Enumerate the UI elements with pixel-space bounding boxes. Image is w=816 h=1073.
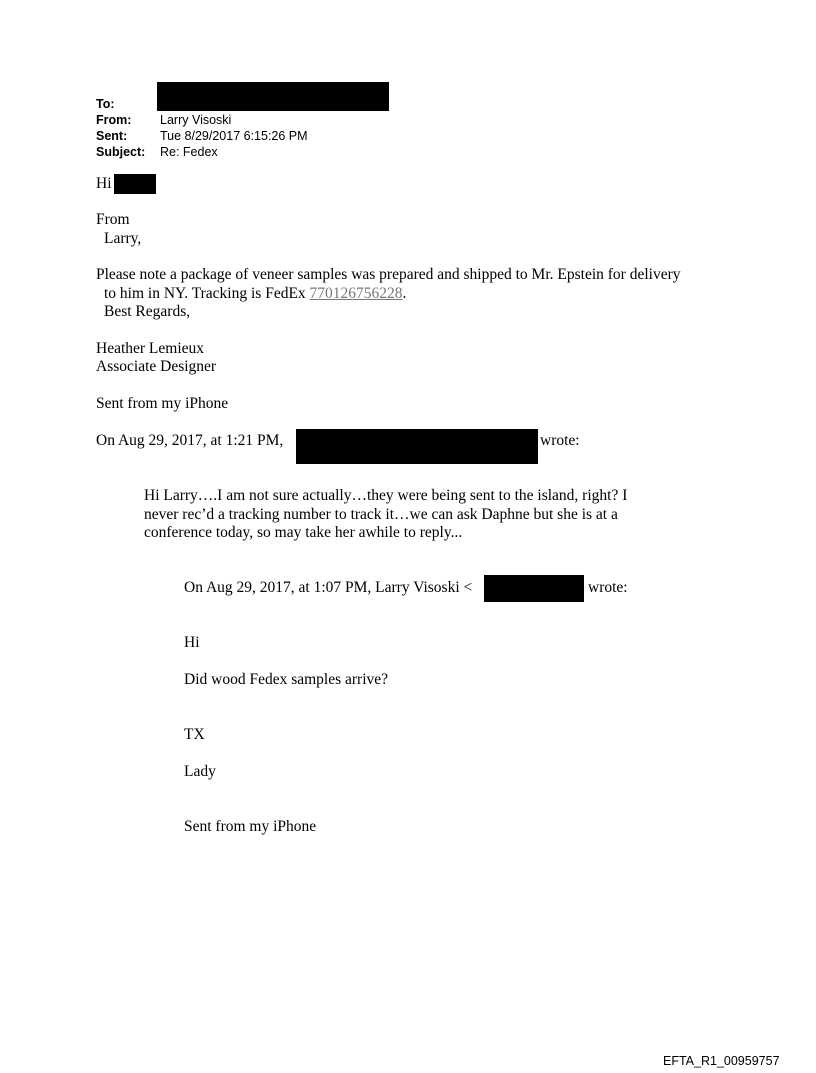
quote1-line-3: conference today, so may take her awhile to reply... — [144, 524, 463, 541]
subject-value: Re: Fedex — [160, 145, 218, 159]
greeting: Hi — [96, 175, 112, 192]
quote2-thanks: TX — [184, 726, 205, 743]
body-line-2-suffix: . — [402, 285, 407, 302]
quote2-signoff: Lady — [184, 763, 216, 780]
quote1-line-2: never rec’d a tracking number to track it…we can ask Daphne but she is at a — [144, 506, 618, 523]
from-name-line: Larry, — [104, 230, 142, 247]
redaction-greeting-name — [114, 174, 156, 194]
signature-title: Associate Designer — [96, 358, 217, 375]
sent-label: Sent: — [96, 129, 128, 143]
quote1-attribution-suffix: wrote: — [540, 432, 580, 449]
redaction-quote1-sender — [296, 429, 538, 464]
quote2-attribution-prefix: On Aug 29, 2017, at 1:07 PM, Larry Visoski < — [184, 579, 473, 596]
to-label: To: — [96, 97, 115, 111]
quote2-greeting: Hi — [184, 634, 200, 651]
quote1-attribution-prefix: On Aug 29, 2017, at 1:21 PM, — [96, 432, 284, 449]
quote2-attribution-suffix: wrote: — [588, 579, 628, 596]
body-line-2 — [104, 285, 406, 304]
closing: Best Regards, — [104, 303, 191, 320]
from-label: From: — [96, 113, 132, 127]
redaction-to — [157, 82, 389, 111]
subject-label: Subject: — [96, 145, 146, 159]
document-id: EFTA_R1_00959757 — [663, 1054, 780, 1068]
redaction-quote2-email — [484, 575, 584, 602]
from-line: From — [96, 211, 130, 228]
sent-from-device: Sent from my iPhone — [96, 395, 229, 412]
sent-value: Tue 8/29/2017 6:15:26 PM — [160, 129, 308, 143]
body-line-2-prefix: to him in NY. Tracking is FedEx — [104, 285, 310, 302]
body-line-1: Please note a package of veneer samples was prepared and shipped to Mr. Epstein for delivery — [96, 266, 681, 283]
tracking-link[interactable]: 770126756228 — [309, 285, 403, 302]
signature-name: Heather Lemieux — [96, 340, 205, 357]
quote2-sent-from-device: Sent from my iPhone — [184, 818, 317, 835]
from-value: Larry Visoski — [160, 113, 232, 127]
quote1-line-1: Hi Larry….I am not sure actually…they were being sent to the island, right? I — [144, 487, 628, 504]
quote2-question: Did wood Fedex samples arrive? — [184, 671, 389, 688]
